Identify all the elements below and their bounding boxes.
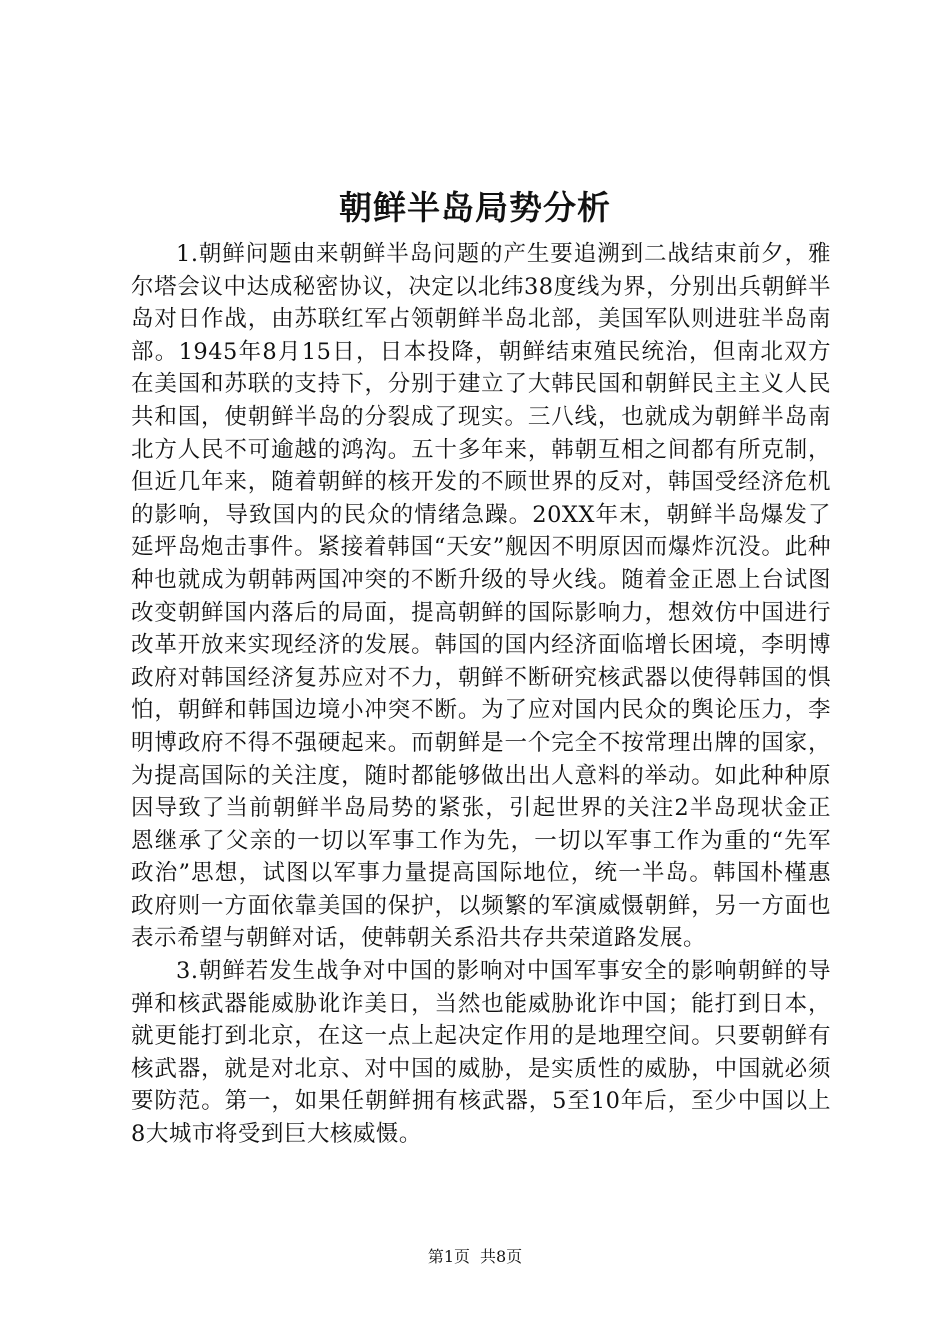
document-title: 朝鲜半岛局势分析 <box>339 188 611 227</box>
page-footer <box>0 1246 950 1268</box>
page-total: 共8页 <box>480 1247 523 1266</box>
paragraph-2: 3.朝鲜若发生战争对中国的影响对中国军事安全的影响朝鲜的导弹和核武器能威胁讹诈美日，当然也能威胁讹诈中国；能打到日本，就更能打到北京，在这一点上起决定作用的是地理空间。只要朝鲜有核武器，就是对北京、对中国的威胁，是实质性的威胁，中国就必须要防范。第一，如果任朝鲜拥有核武器，5至10年后，至少中国以上8大城市将受到巨大核威慑。 <box>131 958 831 1148</box>
page-number: 第1页 <box>427 1247 470 1266</box>
paragraph-1: 1.朝鲜问题由来朝鲜半岛问题的产生要追溯到二战结束前夕，雅尔塔会议中达成秘密协议，决定以北纬38度线为界，分别出兵朝鲜半岛对日作战，由苏联红军占领朝鲜半岛北部，美国军队则进驻半岛南部。1945年8月15日，日本投降，朝鲜结束殖民统治，但南北双方在美国和苏联的支持下，分别于建立了大韩民国和朝鲜民主主义人民共和国，使朝鲜半岛的分裂成了现实。三八线，也就成为朝鲜半岛南北方人民不可逾越的鸿沟。五十多年来，韩朝互相之间都有所克制，但近几年来，随着朝鲜的核开发的不顾世界的反对，韩国受经济危机的影响，导致国内的民众的情绪急躁。20XX年末，朝鲜半岛爆发了延坪岛炮击事件。紧接着韩国“天安”舰因不明原因而爆炸沉没。此种种也就成为朝韩两国冲突的不断升级的导火线。随着金正恩上台试图改变朝鲜国内落后的局面，提高朝鲜的国际影响力，想效仿中国进行改革开放来实现经济的发展。韩国的国内经济面临增长困境，李明博政府对韩国经济复苏应对不力，朝鲜不断研究核武器以使得韩国的惧怕，朝鲜和韩国边境小冲突不断。为了应对国内民众的舆论压力，李明博政府不得不强硬起来。而朝鲜是一个完全不按常理出牌的国家，为提高国际的关注度，随时都能够做出出人意料的举动。如此种种原因导致了当前朝鲜半岛局势的紧张，引起世界的关注2半岛现状金正恩继承了父亲的一切以军事工作为先，一切以军事工作为重的“先军政治”思想，试图以军事力量提高国际地位，统一半岛。韩国朴槿惠政府则一方面依靠美国的保护，以频繁的军演威慑朝鲜，另一方面也表示希望与朝鲜对话，使韩朝关系沿共存共荣道路发展。 <box>131 241 831 952</box>
document-body <box>131 238 831 1151</box>
